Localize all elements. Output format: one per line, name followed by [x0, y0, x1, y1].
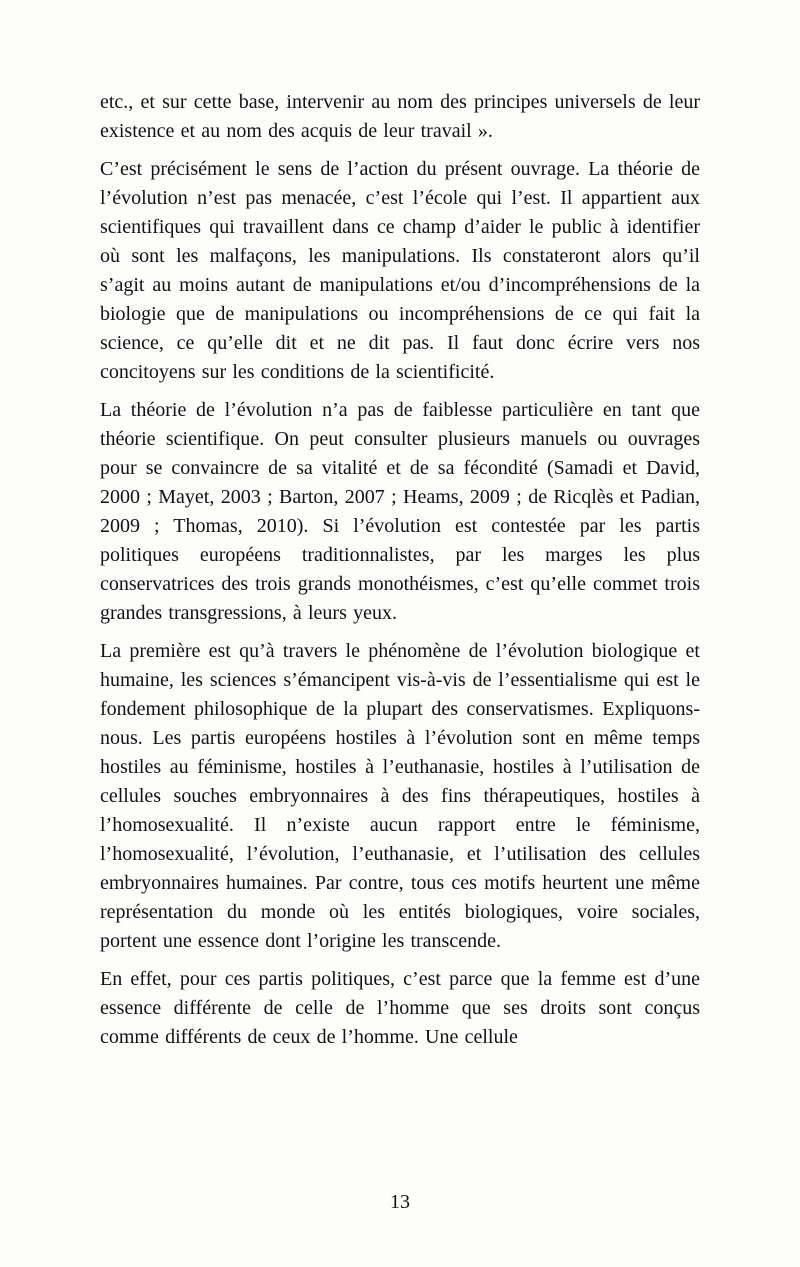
paragraph: La théorie de l’évolution n’a pas de faiblesse particulière en tant que théorie scientifique. On peut consulter plusieurs manuels ou ouvrages pour se convaincre de sa vitalité et de sa fécondité (Samadi et David, 2000 ; Mayet, 2003 ; Barton, 2007 ; Heams, 2009 ; de Ricqlès et Padian, 2009 ; Thomas, 2010). Si l’évolution est contestée par les partis politiques européens traditionnalistes, par les marges les plus conservatrices des trois grands monothéismes, c’est qu’elle commet trois grandes transgressions, à leurs yeux.: [100, 399, 700, 624]
paragraph-continuation: etc., et sur cette base, intervenir au nom des principes universels de leur existence et au nom des acquis de leur travail ».: [100, 91, 700, 142]
paragraph: C’est précisément le sens de l’action du présent ouvrage. La théorie de l’évolution n’est pas menacée, c’est l’école qui l’est. Il appartient aux scientifiques qui travaillent dans ce champ d’aider le public à identifier où sont les malfaçons, les manipulations. Ils constateront alors qu’il s’agit au moins autant de manipulations et/ou d’incompréhensions de la biologie que de manipulations ou incompréhensions de ce qui fait la science, ce qu’elle dit et ne dit pas. Il faut donc écrire vers nos concitoyens sur les conditions de la scientificité.: [100, 158, 700, 383]
paragraph: La première est qu’à travers le phénomène de l’évolution biologique et humaine, les sciences s’émancipent vis-à-vis de l’essentialisme qui est le fondement philosophique de la plupart des conservatismes. Expliquons-nous. Les partis européens hostiles à l’évolution sont en même temps hostiles au féminisme, hostiles à l’euthanasie, hostiles à l’utilisation de cellules souches embryonnaires à des fins thérapeutiques, hostiles à l’homosexualité. Il n’existe aucun rapport entre le féminisme, l’homosexualité, l’évolution, l’euthanasie, et l’utilisation des cellules embryonnaires humaines. Par contre, tous ces motifs heurtent une même représentation du monde où les entités biologiques, voire sociales, portent une essence dont l’origine les transcende.: [100, 640, 700, 952]
paragraph: En effet, pour ces partis politiques, c’est parce que la femme est d’une essence différente de celle de l’homme que ses droits sont conçus comme différents de ceux de l’homme. Une cellule: [100, 968, 700, 1048]
page-number: 13: [390, 1191, 410, 1213]
